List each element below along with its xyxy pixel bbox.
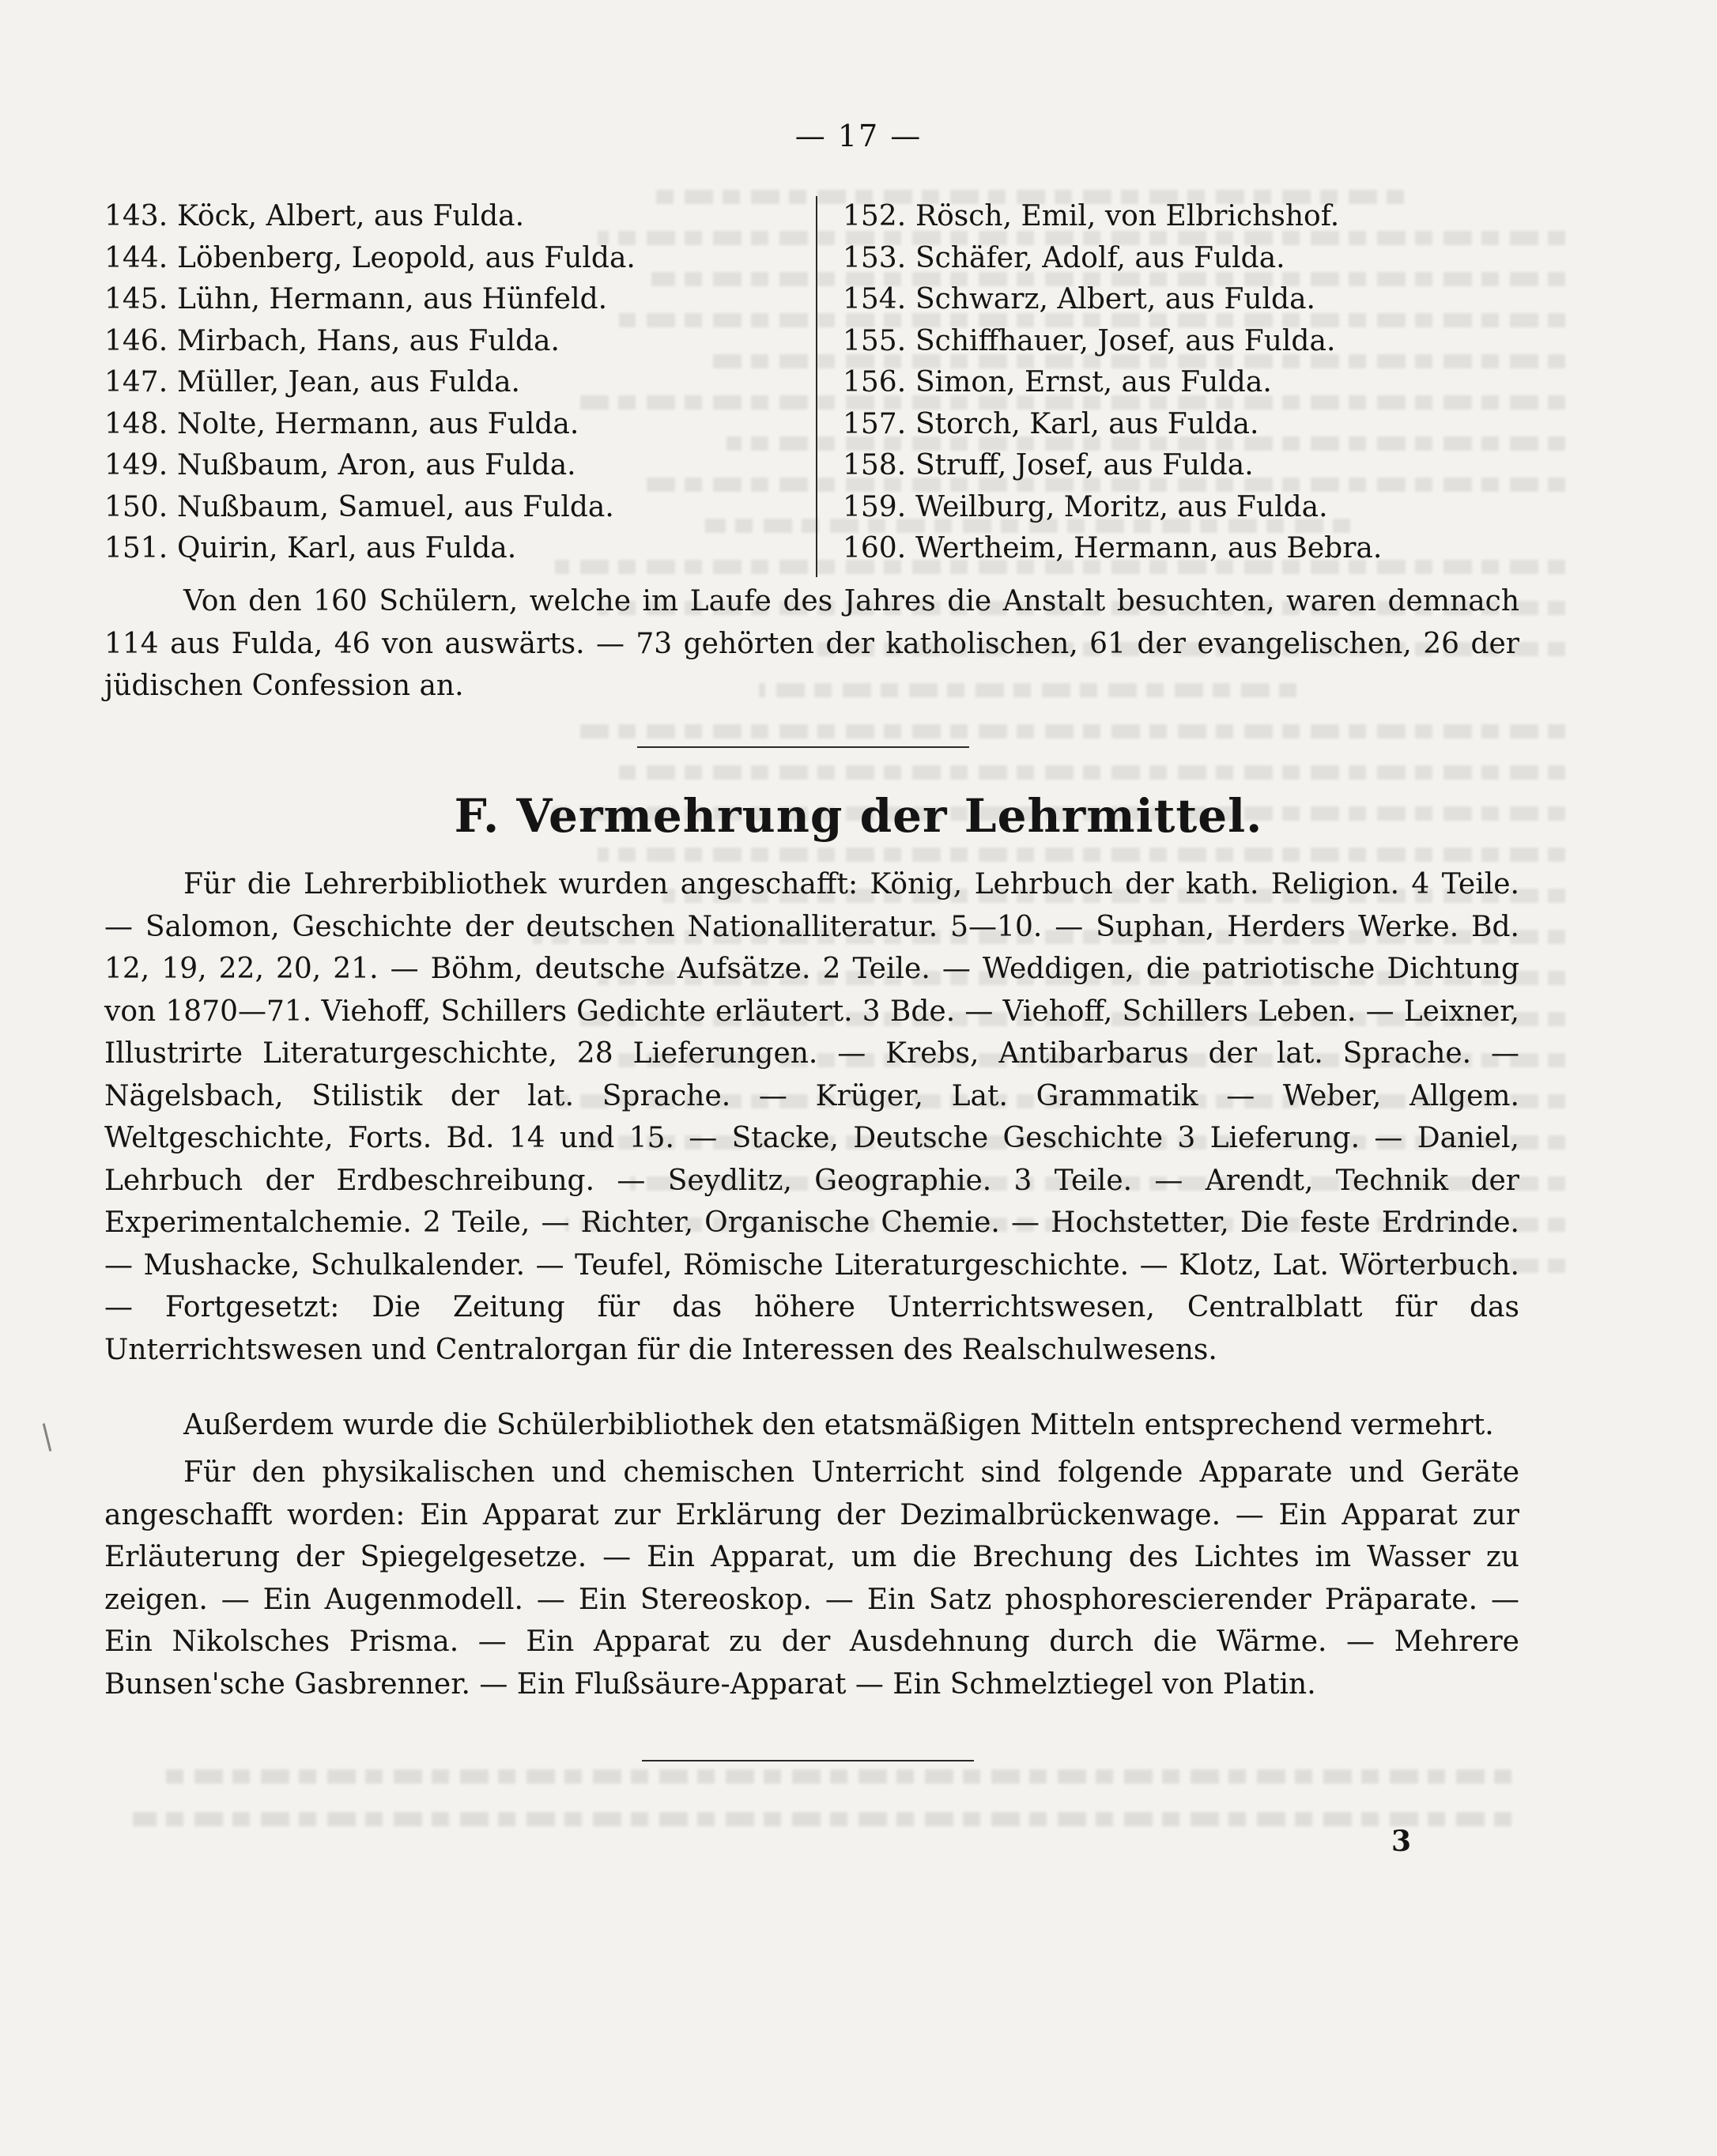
bleed-through-footer: [104, 1769, 1511, 1855]
entry-text: Schwarz, Albert, aus Fulda.: [915, 283, 1315, 315]
apparatus-text: Für den physikalischen und chemischen Unterricht sind folgende Apparate und Geräte angeschafft worden: Ein Apparat zur Erklärung der Dezimalbrückenwage. — Ein Apparat zur Erläuterung der Spiegelgesetze. — Ein Apparat, um die Brechung des Lichtes im Wasser zu zeigen. — Ein Augenmodell. — Ein Stereoskop. — Ein Satz phosphorescierender Präparate. — Ein Nikolsches Prisma. — Ein Apparat zu der Ausdehnung durch die Wärme. — Mehrere Bunsen'sche Gasbrenner. — Ein Flußsäure-Apparat — Ein Schmelztiegel von Platin.: [104, 1456, 1519, 1701]
entry-number: 160.: [843, 532, 907, 564]
entry-text: Struff, Josef, aus Fulda.: [915, 449, 1254, 481]
entry-text: Mirbach, Hans, aus Fulda.: [177, 324, 560, 357]
entry-number: 156.: [843, 366, 907, 398]
student-entry: [104, 362, 636, 404]
student-entry: [843, 196, 1382, 238]
student-entry: [104, 487, 636, 529]
summary-paragraph: [104, 580, 1519, 708]
student-library-paragraph: [104, 1404, 1519, 1447]
student-entry: [843, 238, 1382, 280]
section-separator: [637, 746, 969, 748]
section-heading: F. Vermehrung der Lehrmittel.: [454, 789, 1263, 843]
entry-number: 158.: [843, 449, 907, 481]
entry-text: Quirin, Karl, aus Fulda.: [177, 532, 517, 564]
entry-text: Wertheim, Hermann, aus Bebra.: [915, 532, 1383, 564]
student-entry: [104, 445, 636, 487]
entry-text: Nolte, Hermann, aus Fulda.: [177, 407, 579, 440]
entry-text: Nußbaum, Aron, aus Fulda.: [177, 449, 576, 481]
student-entry: [104, 238, 636, 280]
entry-number: 157.: [843, 407, 907, 440]
student-entry: [843, 362, 1382, 404]
library-text: Für die Lehrerbibliothek wurden angeschafft: König, Lehrbuch der kath. Religion. 4 Teile. — Salomon, Geschichte der deutschen Nationalliteratur. 5—10. — Suphan, Herders Werke. Bd. 12, 19, 22, 20, 21. — Böhm, deutsche Aufsätze. 2 Teile. — Weddigen, die patriotische Dichtung von 1870—71. Viehoff, Schillers Gedichte erläutert. 3 Bde. — Viehoff, Schillers Leben. — Leixner, Illustrirte Literaturgeschichte, 28 Lieferungen. — Krebs, Antibarbarus der lat. Sprache. — Nägelsbach, Stilistik der lat. Sprache. — Krüger, Lat. Grammatik — Weber, Allgem. Weltgeschichte, Forts. Bd. 14 und 15. — Stacke, Deutsche Geschichte 3 Lieferung. — Daniel, Lehrbuch der Erdbeschreibung. — Seydlitz, Geographie. 3 Teile. — Arendt, Technik der Experimentalchemie. 2 Teile, — Richter, Organische Chemie. — Hochstetter, Die feste Erdrinde. — Mushacke, Schulkalender. — Teufel, Römische Literaturgeschichte. — Klotz, Lat. Wörterbuch. — Fortgesetzt: Die Zeitung für das höhere Unterrichtswesen, Centralblatt für das Unterrichtswesen und Centralorgan für die Interessen des Realschulwesens.: [104, 868, 1519, 1366]
entry-number: 144.: [104, 241, 168, 274]
entry-text: Schiffhauer, Josef, aus Fulda.: [915, 324, 1336, 357]
entry-number: 151.: [104, 532, 168, 564]
entry-number: 153.: [843, 241, 907, 274]
entry-number: 145.: [104, 283, 168, 315]
entry-number: 159.: [843, 490, 907, 523]
student-entry: [843, 279, 1382, 321]
entry-number: 146.: [104, 324, 168, 357]
entry-text: Löbenberg, Leopold, aus Fulda.: [177, 241, 636, 274]
entry-text: Nußbaum, Samuel, aus Fulda.: [177, 490, 614, 523]
entry-text: Simon, Ernst, aus Fulda.: [915, 366, 1272, 398]
student-entry: [843, 445, 1382, 487]
student-list-left: [104, 196, 636, 570]
entry-text: Lühn, Hermann, aus Hünfeld.: [177, 283, 608, 315]
entry-text: Weilburg, Moritz, aus Fulda.: [915, 490, 1328, 523]
student-entry: [843, 404, 1382, 446]
entry-text: Müller, Jean, aus Fulda.: [177, 366, 520, 398]
entry-text: Rösch, Emil, von Elbrichshof.: [915, 200, 1340, 232]
entry-number: 155.: [843, 324, 907, 357]
apparatus-paragraph: [104, 1452, 1519, 1705]
entry-number: 152.: [843, 200, 907, 232]
entry-number: 149.: [104, 449, 168, 481]
student-entry: [843, 528, 1382, 570]
student-entry: [104, 279, 636, 321]
sheet-signature: 3: [1391, 1825, 1412, 1858]
margin-mark: [43, 1423, 52, 1452]
page-number: — 17 —: [794, 119, 923, 153]
entry-number: 147.: [104, 366, 168, 398]
student-entry: [104, 528, 636, 570]
column-divider: [816, 196, 817, 577]
entry-number: 154.: [843, 283, 907, 315]
student-entry: [843, 321, 1382, 363]
entry-number: 148.: [104, 407, 168, 440]
entry-text: Schäfer, Adolf, aus Fulda.: [915, 241, 1285, 274]
student-entry: [104, 196, 636, 238]
library-paragraph: [104, 863, 1519, 1371]
end-rule: [642, 1760, 974, 1761]
entry-text: Storch, Karl, aus Fulda.: [915, 407, 1259, 440]
summary-text: Von den 160 Schülern, welche im Laufe des Jahres die Anstalt besuchten, waren demnach 114 aus Fulda, 46 von auswärts. — 73 gehörten der katholischen, 61 der evangelischen, 26 der jüdischen Confession an.: [104, 585, 1519, 702]
entry-number: 143.: [104, 200, 168, 232]
student-library-text: Außerdem wurde die Schülerbibliothek den etatsmäßigen Mitteln entsprechend vermehrt.: [183, 1409, 1494, 1441]
student-entry: [104, 321, 636, 363]
student-list-right: [843, 196, 1382, 570]
entry-text: Köck, Albert, aus Fulda.: [177, 200, 525, 232]
student-entry: [843, 487, 1382, 529]
entry-number: 150.: [104, 490, 168, 523]
student-entry: [104, 404, 636, 446]
